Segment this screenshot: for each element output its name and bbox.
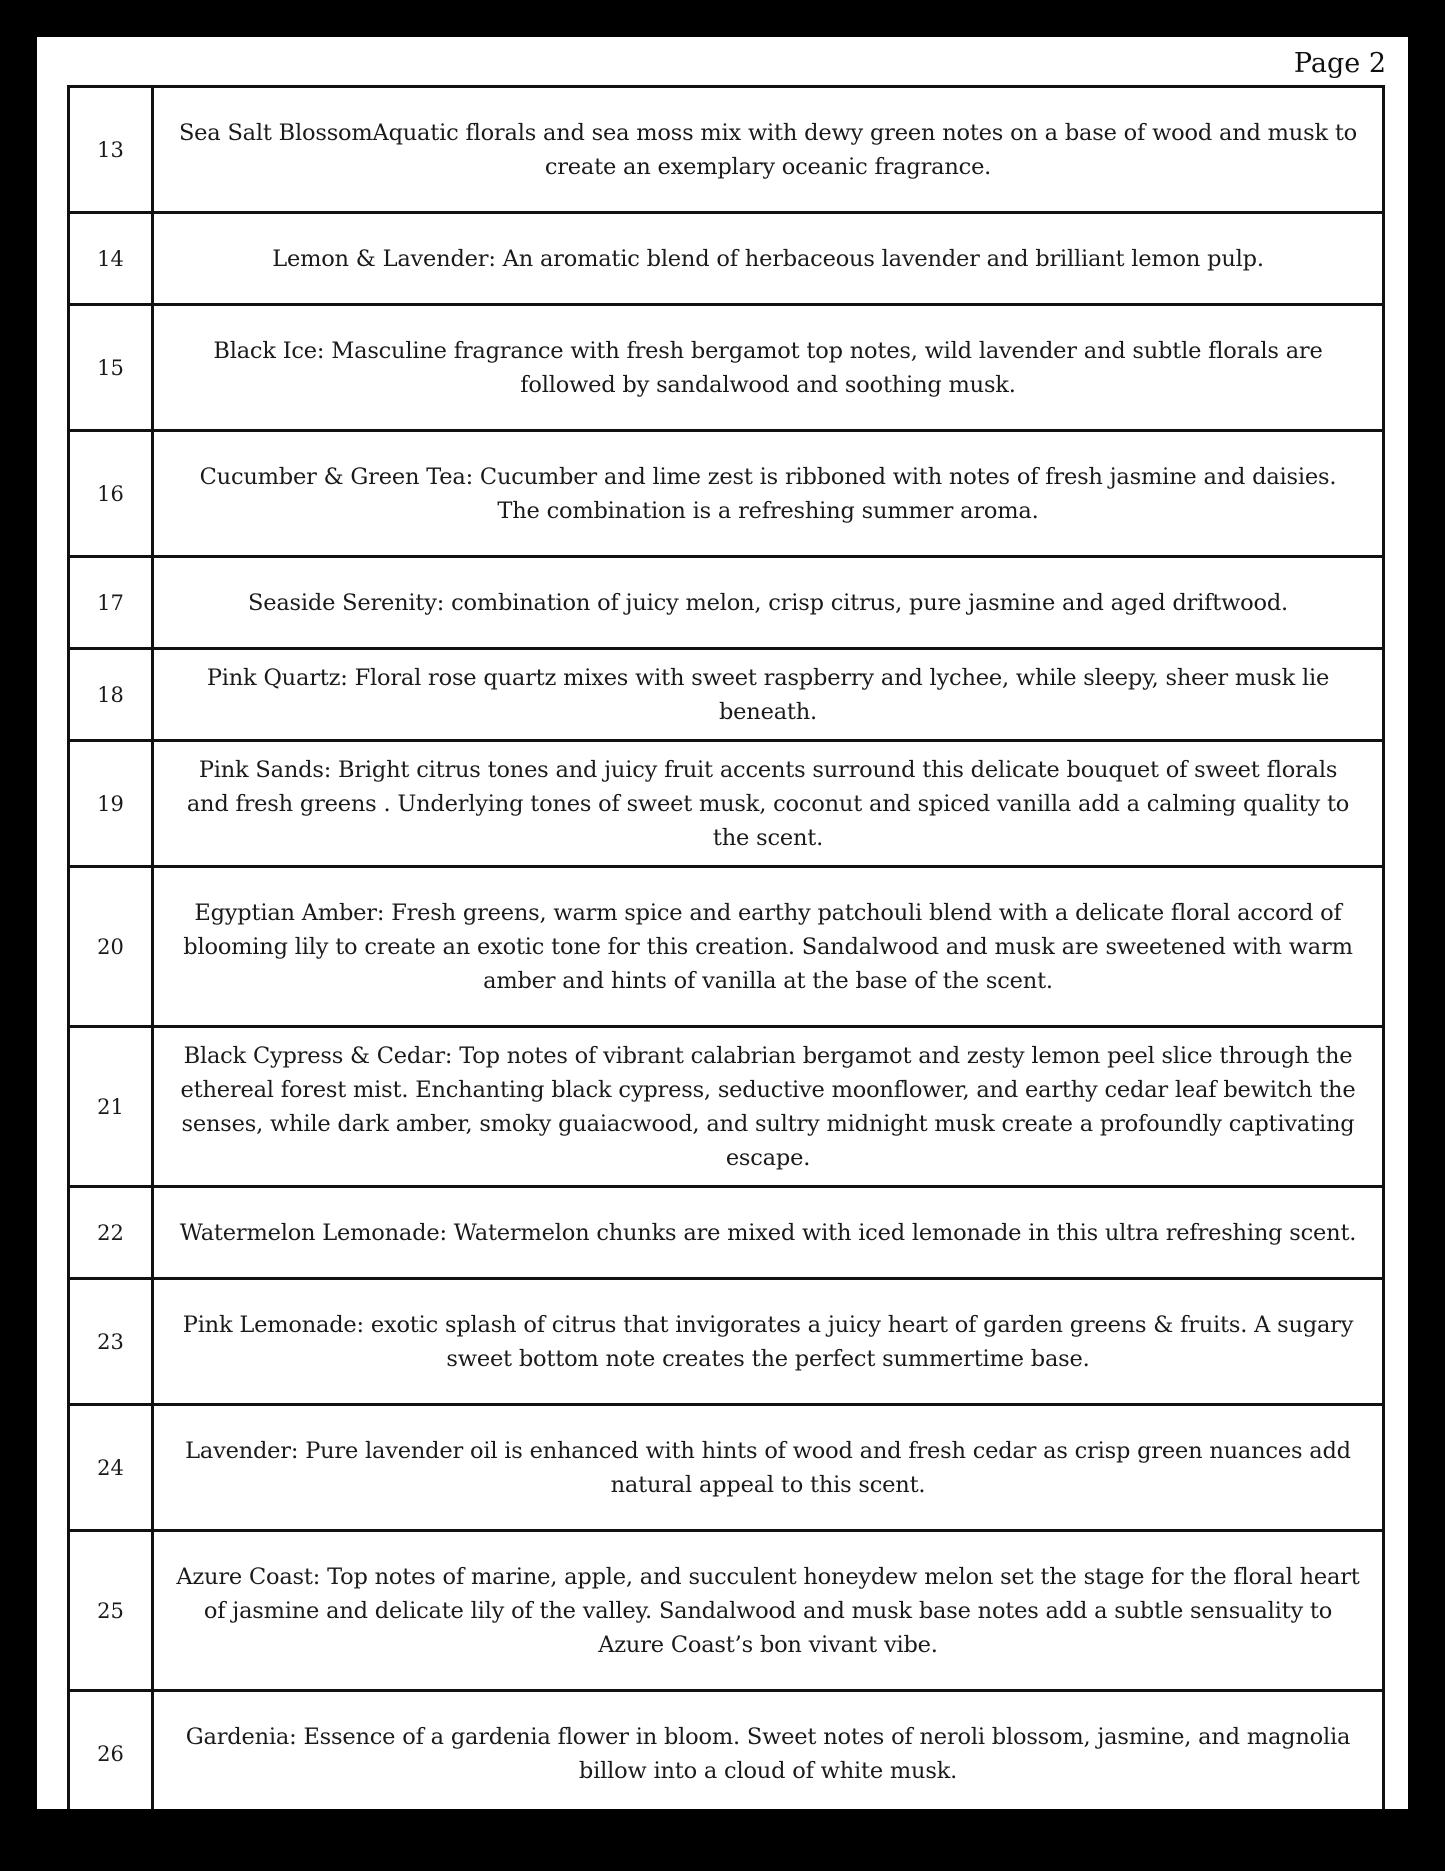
table-row	[69, 649, 1384, 741]
row-number: 13	[69, 87, 153, 213]
table-row	[69, 1531, 1384, 1691]
table-row	[69, 1279, 1384, 1405]
row-description: Pink Sands: Bright citrus tones and juicy fruit accents surround this delicate bouquet of sweet florals and fresh greens . Underlying tones of sweet musk, coconut and spiced vanilla add a calming quality to the scent.	[153, 741, 1384, 867]
row-number: 21	[69, 1027, 153, 1187]
row-number: 24	[69, 1405, 153, 1531]
table-row	[69, 1187, 1384, 1279]
row-description: Pink Lemonade: exotic splash of citrus that invigorates a juicy heart of garden greens & fruits. A sugary sweet bottom note creates the perfect summertime base.	[153, 1279, 1384, 1405]
row-number: 19	[69, 741, 153, 867]
row-description: Seaside Serenity: combination of juicy melon, crisp citrus, pure jasmine and aged driftwood.	[153, 557, 1384, 649]
table-row	[69, 557, 1384, 649]
row-description: Lemon & Lavender: An aromatic blend of herbaceous lavender and brilliant lemon pulp.	[153, 213, 1384, 305]
table-row	[69, 1405, 1384, 1531]
row-number: 18	[69, 649, 153, 741]
row-description: Cucumber & Green Tea: Cucumber and lime zest is ribboned with notes of fresh jasmine and daisies. The combination is a refreshing summer aroma.	[153, 431, 1384, 557]
table-row	[69, 867, 1384, 1027]
row-number: 16	[69, 431, 153, 557]
table-row	[69, 87, 1384, 213]
scent-table	[67, 85, 1385, 1809]
row-description: Watermelon Lemonade: Watermelon chunks are mixed with iced lemonade in this ultra refreshing scent.	[153, 1187, 1384, 1279]
table-row	[69, 1691, 1384, 1810]
row-number: 26	[69, 1691, 153, 1810]
table-row	[69, 305, 1384, 431]
row-number: 23	[69, 1279, 153, 1405]
row-description: Gardenia: Essence of a gardenia flower in bloom. Sweet notes of neroli blossom, jasmine, and magnolia billow into a cloud of white musk.	[153, 1691, 1384, 1810]
row-number: 20	[69, 867, 153, 1027]
table-row	[69, 1027, 1384, 1187]
row-number: 25	[69, 1531, 153, 1691]
row-number: 22	[69, 1187, 153, 1279]
row-description: Lavender: Pure lavender oil is enhanced with hints of wood and fresh cedar as crisp green nuances add natural appeal to this scent.	[153, 1405, 1384, 1531]
table-row	[69, 213, 1384, 305]
row-description: Azure Coast: Top notes of marine, apple, and succulent honeydew melon set the stage for the floral heart of jasmine and delicate lily of the valley. Sandalwood and musk base notes add a subtle sensuality to Azure Coast’s bon vivant vibe.	[153, 1531, 1384, 1691]
table-row	[69, 741, 1384, 867]
row-description: Black Ice: Masculine fragrance with fresh bergamot top notes, wild lavender and subtle florals are followed by sandalwood and soothing musk.	[153, 305, 1384, 431]
document-page	[37, 37, 1408, 1809]
row-description: Sea Salt BlossomAquatic florals and sea moss mix with dewy green notes on a base of wood and musk to create an exemplary oceanic fragrance.	[153, 87, 1384, 213]
table-row	[69, 431, 1384, 557]
row-number: 14	[69, 213, 153, 305]
row-number: 17	[69, 557, 153, 649]
row-description: Egyptian Amber: Fresh greens, warm spice and earthy patchouli blend with a delicate floral accord of blooming lily to create an exotic tone for this creation. Sandalwood and musk are sweetened with warm amber and hints of vanilla at the base of the scent.	[153, 867, 1384, 1027]
row-number: 15	[69, 305, 153, 431]
row-description: Pink Quartz: Floral rose quartz mixes with sweet raspberry and lychee, while sleepy, sheer musk lie beneath.	[153, 649, 1384, 741]
page-number: Page 2	[1293, 48, 1386, 79]
row-description: Black Cypress & Cedar: Top notes of vibrant calabrian bergamot and zesty lemon peel slice through the ethereal forest mist. Enchanting black cypress, seductive moonflower, and earthy cedar leaf bewitch the senses, while dark amber, smoky guaiacwood, and sultry midnight musk create a profoundly captivating escape.	[153, 1027, 1384, 1187]
